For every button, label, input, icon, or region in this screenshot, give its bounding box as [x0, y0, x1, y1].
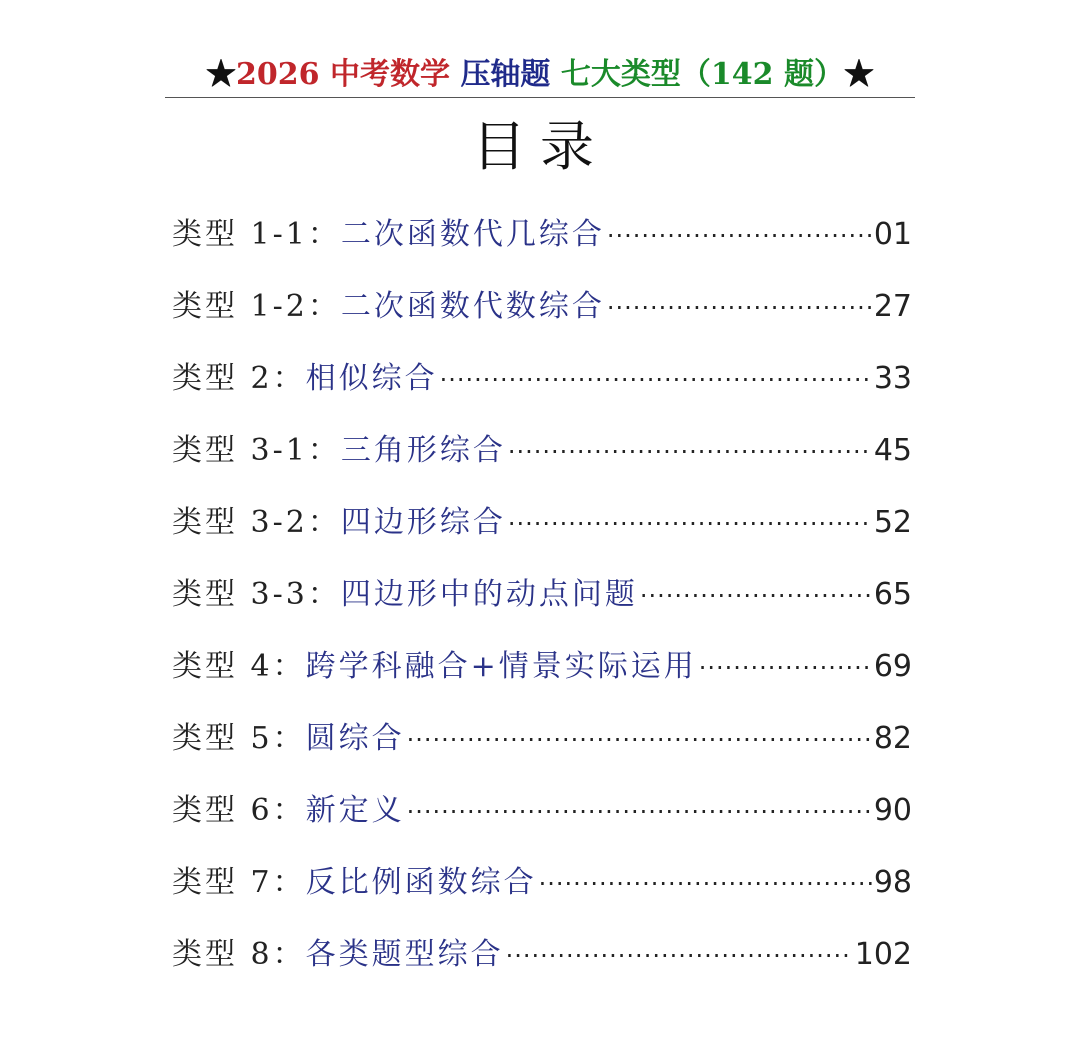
toc-entry-title: 圆综合 [305, 721, 405, 756]
toc-entry-title: 相似综合 [305, 361, 438, 396]
star-right-icon: ★ [843, 57, 874, 92]
toc-entry-page: 01 [873, 217, 912, 252]
toc-entry-label: 类型 8： [172, 937, 306, 972]
toc-entry[interactable] [172, 637, 912, 709]
toc-entry-label: 类型 3-2： [172, 505, 341, 540]
toc-entry-label: 类型 3-1： [172, 433, 341, 468]
toc-entry-page: 69 [873, 649, 912, 684]
toc-entry[interactable] [172, 709, 912, 781]
toc-entry-page: 65 [873, 577, 912, 612]
toc-entry-title: 各类题型综合 [305, 937, 504, 972]
star-left-icon: ★ [206, 57, 237, 92]
toc-leader-dots [407, 710, 872, 770]
toc-entry-page: 102 [854, 937, 912, 972]
toc-entry-title: 二次函数代几综合 [340, 217, 605, 252]
header-exam-title: 2026 中考数学 [236, 57, 450, 92]
toc-leader-dots [508, 422, 872, 482]
toc-leader-dots [539, 854, 872, 914]
table-of-contents [172, 205, 912, 997]
toc-entry[interactable] [172, 421, 912, 493]
toc-entry-page: 52 [873, 505, 912, 540]
toc-entry-page: 27 [873, 289, 912, 324]
toc-entry-page: 33 [873, 361, 912, 396]
toc-entry-title: 三角形综合 [340, 433, 506, 468]
toc-leader-dots [440, 350, 872, 410]
header-divider [165, 97, 915, 98]
toc-entry-label: 类型 3-3： [172, 577, 341, 612]
toc-leader-dots [407, 782, 872, 842]
toc-entry-label: 类型 2： [172, 361, 306, 396]
toc-entry-label: 类型 4： [172, 649, 306, 684]
toc-entry-title: 四边形综合 [340, 505, 506, 540]
toc-entry[interactable] [172, 565, 912, 637]
toc-leader-dots [506, 926, 853, 986]
toc-entry-label: 类型 6： [172, 793, 306, 828]
toc-entry-label: 类型 1-1： [172, 217, 341, 252]
toc-entry-page: 45 [873, 433, 912, 468]
toc-entry-page: 98 [873, 865, 912, 900]
toc-leader-dots [699, 638, 872, 698]
toc-entry-title: 四边形中的动点问题 [340, 577, 638, 612]
toc-entry-page: 90 [873, 793, 912, 828]
toc-entry-title: 反比例函数综合 [305, 865, 537, 900]
toc-entry[interactable] [172, 277, 912, 349]
toc-entry[interactable] [172, 853, 912, 925]
toc-entry-label: 类型 7： [172, 865, 306, 900]
toc-entry[interactable] [172, 781, 912, 853]
toc-entry[interactable] [172, 493, 912, 565]
toc-entry-title: 跨学科融合+情景实际运用 [305, 649, 697, 684]
toc-leader-dots [607, 278, 872, 338]
toc-entry[interactable] [172, 205, 912, 277]
toc-entry-label: 类型 5： [172, 721, 306, 756]
toc-leader-dots [607, 206, 872, 266]
document-header [165, 52, 915, 98]
header-types-count: 七大类型（142 题） [560, 57, 844, 92]
toc-entry[interactable] [172, 925, 912, 997]
toc-entry[interactable] [172, 349, 912, 421]
header-subject: 压轴题 [460, 57, 551, 92]
page-title: 目录 [472, 115, 608, 178]
toc-entry-label: 类型 1-2： [172, 289, 341, 324]
toc-entry-title: 二次函数代数综合 [340, 289, 605, 324]
toc-entry-title: 新定义 [305, 793, 405, 828]
toc-entry-page: 82 [873, 721, 912, 756]
toc-leader-dots [508, 494, 872, 554]
toc-leader-dots [640, 566, 872, 626]
